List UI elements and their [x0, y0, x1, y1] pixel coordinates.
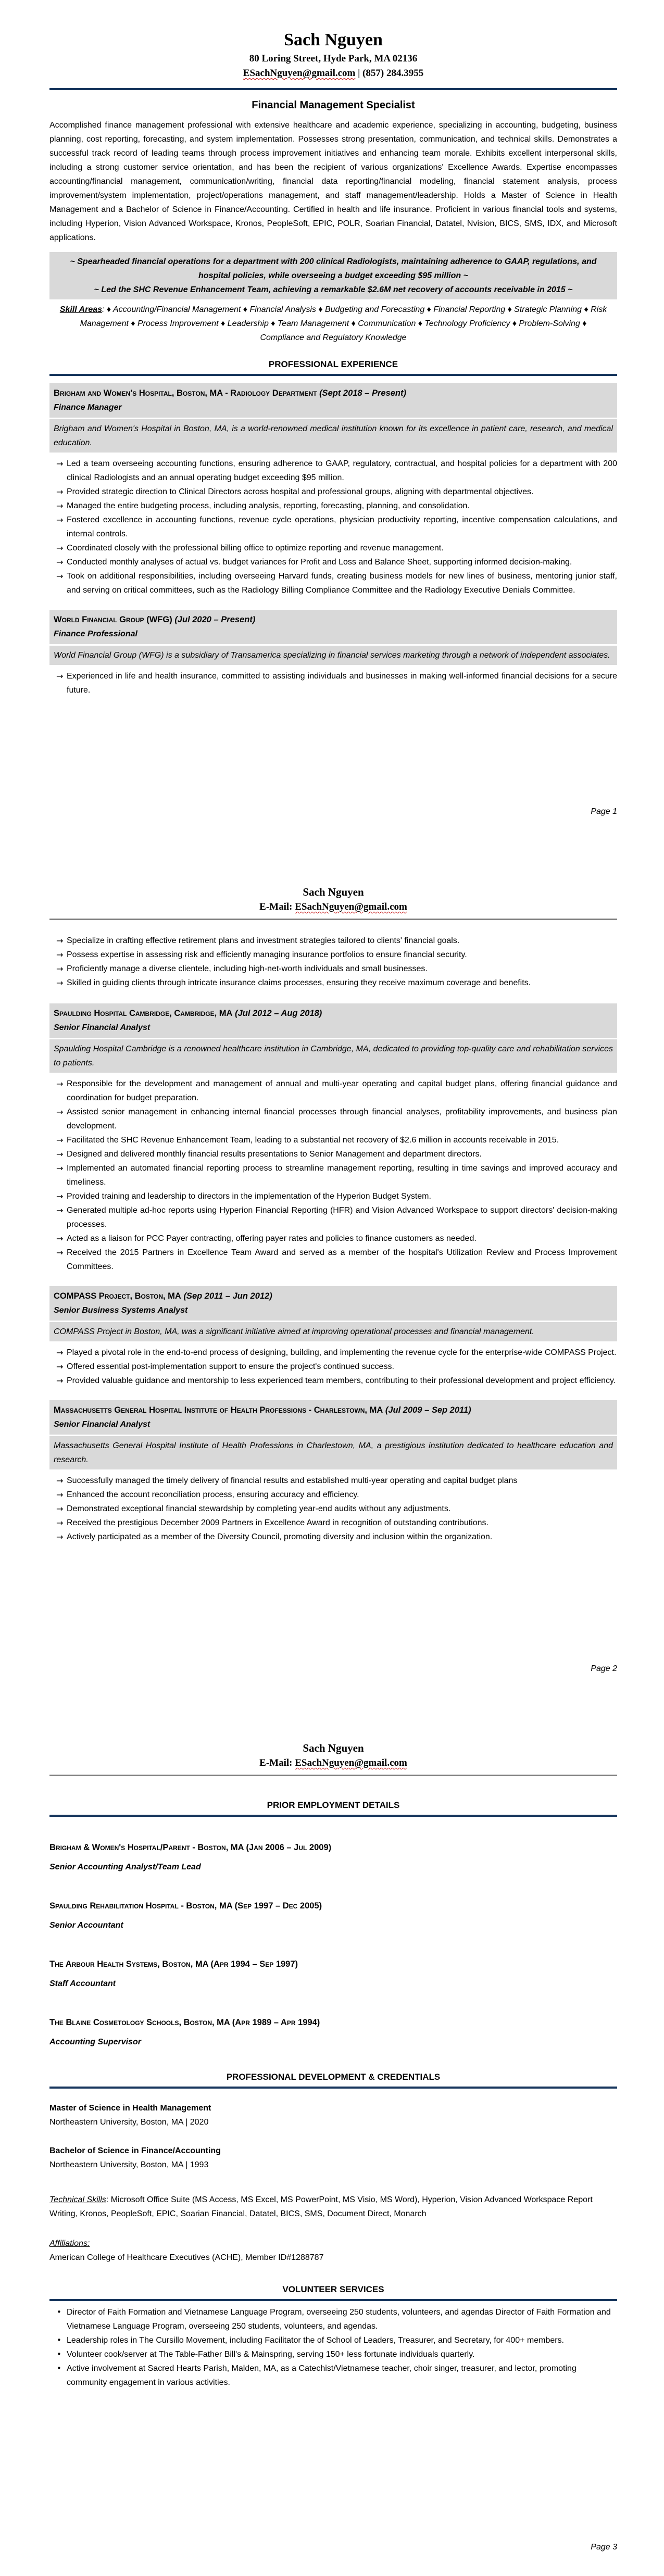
job-header [49, 1400, 617, 1435]
job-bullet-list [49, 1346, 617, 1388]
arrow-bullet-icon: → [56, 964, 64, 974]
job-title: Senior Financial Analyst [54, 1023, 151, 1032]
dot-bullet-icon: • [57, 2307, 61, 2317]
degree-name: Bachelor of Science in Finance/Accounting [49, 2146, 221, 2155]
arrow-bullet-icon: → [56, 543, 64, 553]
arrow-bullet-icon: → [56, 978, 64, 988]
arrow-bullet-icon: → [56, 1149, 64, 1159]
job-description: COMPASS Project in Boston, MA, was a significant initiative aimed at improving operational processes and financial management. [49, 1322, 617, 1341]
arrow-bullet-icon: → [56, 1079, 64, 1089]
bullet-text: Received the 2015 Partners in Excellence Team Award and served as a member of the hospital's Utilization Review and Process Improvement Committees. [67, 1248, 617, 1271]
candidate-email: ESachNguyen@gmail.com [243, 68, 356, 79]
job-bullet-list [49, 1077, 617, 1274]
job-title: Finance Manager [54, 403, 122, 412]
header-divider [49, 88, 617, 90]
page-number: Page 3 [591, 2543, 617, 2552]
job-title: Senior Financial Analyst [54, 1420, 151, 1429]
arrow-bullet-icon: → [56, 1362, 64, 1372]
bullet-item [49, 1360, 617, 1374]
bullet-text: Fostered excellence in accounting functions, revenue cycle operations, physician productivity reporting, incentive compensation calculations, and internal controls. [67, 516, 617, 538]
bullet-item [49, 1105, 617, 1133]
bullet-text: Provided training and leadership to directors in the implementation of the Hyperion Budget System. [67, 1192, 431, 1201]
bullet-text: Actively participated as a member of the Diversity Council, promoting diversity and inclusion within the organization. [67, 1532, 493, 1541]
bullet-text: Demonstrated exceptional financial stewardship by completing year-end audits without any adjustments. [67, 1504, 451, 1513]
job-bullet-list-continued [49, 934, 617, 990]
job-dates: (Jul 2009 – Sep 2011) [385, 1405, 471, 1415]
bullet-item [49, 1516, 617, 1530]
section-heading-development: PROFESSIONAL DEVELOPMENT & CREDENTIALS [226, 2072, 441, 2082]
bullet-item [49, 2361, 617, 2390]
prior-job-company: The Blaine Cosmetology Schools, Boston, MA (Apr 1989 – Apr 1994) [49, 2018, 320, 2027]
bullet-text: Responsible for the development and management of annual and multi-year operating and capital budget plans, offering financial guidance and coordination for budget preparation. [67, 1079, 617, 1102]
bullet-text: Coordinated closely with the professional billing office to optimize reporting and revenue management. [67, 544, 444, 552]
job-dates: (Jul 2012 – Aug 2018) [235, 1009, 322, 1018]
bullet-item [49, 1374, 617, 1388]
bullet-item [49, 555, 617, 569]
prior-job-title: Accounting Supervisor [49, 2038, 142, 2046]
bullet-text: Volunteer cook/server at The Table-Father Bill's & Mainspring, serving 150+ less fortunate individuals quarterly. [67, 2350, 475, 2359]
job-company: Spaulding Hospital Cambridge, Cambridge, MA [54, 1009, 233, 1018]
affiliations-label: Affiliations: [49, 2239, 90, 2248]
bullet-text: Led a team overseeing accounting functions, ensuring adherence to GAAP, regulatory, contractual, and hospital policies for a department with 200 clinical Radiologists and an annual operating budget exceeding $95 million. [67, 459, 617, 482]
arrow-bullet-icon: → [56, 1504, 64, 1514]
arrow-bullet-icon: → [56, 1163, 64, 1173]
job-header [49, 610, 617, 644]
job-company-line [54, 1006, 613, 1021]
bullet-item [49, 1147, 617, 1161]
bullet-item [49, 934, 617, 948]
bullet-item [49, 2333, 617, 2347]
job-dates: (Sept 2018 – Present) [319, 388, 406, 398]
arrow-bullet-icon: → [56, 950, 64, 960]
bullet-text: Active involvement at Sacred Hearts Parish, Malden, MA, as a Catechist/Vietnamese teacher, choir singer, treasurer, and lector, promoting community engagement in various activities. [67, 2364, 577, 2387]
bullet-item [49, 1488, 617, 1502]
bullet-text: Proficiently manage a diverse clientele, including high-net-worth individuals and small businesses. [67, 964, 428, 973]
candidate-address: 80 Loring Street, Hyde Park, MA 02136 [249, 53, 418, 64]
bullet-text: Managed the entire budgeting process, including analysis, reporting, forecasting, planning, and consolidation. [67, 501, 470, 510]
prior-job-company: Brigham & Women's Hospital/Parent - Boston, MA (Jan 2006 – Jul 2009) [49, 1843, 332, 1852]
job-description: Brigham and Women's Hospital in Boston, MA, is a world-renowned medical institution known for its excellence in patient care, research, and medical education. [49, 419, 617, 453]
arrow-bullet-icon: → [56, 487, 64, 497]
job-dates: (Jul 2020 – Present) [174, 615, 256, 624]
header-email: ESachNguyen@gmail.com [295, 901, 407, 912]
bullet-text: Designed and delivered monthly financial results presentations to Senior Management and department directors. [67, 1150, 482, 1159]
professional-summary: Accomplished finance management professional with extensive healthcare and academic experience, specializing in accounting, budgeting, business planning, cost reporting, forecasting, and system implementation. Possesses strong presentation, communication, and technical skills. Demonstrates a successful track record of leading teams through process improvement initiatives and enhancing team morale. Exhibits excellent interpersonal skills, including a strong customer service orientation, and has been the recipient of various organizations' Excellence Awards. Expertise encompasses accounting/financial management, communication/writing, financial data reporting/financial modeling, financial statement analysis, process improvement/system implementation, project/operations management, and staff management/leadership. Holds a Master of Science in Health Management and a Bachelor of Science in Finance/Accounting. Certified in health and life insurance. Proficient in various financial tools and systems, including Hyperion, Vision Advanced Workspace, Kronos, PeopleSoft, EPIC, POLR, Soarian Financial, Datatel, Nvision, BICS, SMS, IDX, and Microsoft applications. [49, 121, 617, 242]
job-bullet-list [49, 1474, 617, 1544]
affiliations [49, 2236, 617, 2265]
job-description: Spaulding Hospital Cambridge is a renowned healthcare institution in Cambridge, MA, dedicated to providing top-quality care and rehabilitation services to patients. [49, 1039, 617, 1073]
job-entry-mgh [49, 1400, 617, 1544]
job-company: Massachusetts General Hospital Institute of Health Professions - Charlestown, MA [54, 1405, 383, 1415]
technical-skills-label: Technical Skills [49, 2195, 106, 2204]
skill-areas-label: Skill Areas [59, 305, 103, 314]
degree-school: Northeastern University, Boston, MA | 2020 [49, 2118, 209, 2127]
bullet-item [49, 499, 617, 513]
bullet-item [49, 1474, 617, 1488]
affiliation-text: American College of Healthcare Executives (ACHE), Member ID#1288787 [49, 2253, 324, 2262]
arrow-bullet-icon: → [56, 1248, 64, 1258]
header-name: Sach Nguyen [303, 886, 364, 898]
dot-bullet-icon: • [57, 2349, 61, 2359]
bullet-text: Offered essential post-implementation support to ensure the project's continued success. [67, 1362, 394, 1371]
job-company: World Financial Group (WFG) [54, 615, 172, 624]
bullet-text: Successfully managed the timely delivery of financial results and established multi-year operating and capital budget plans [67, 1476, 518, 1485]
job-dates: (Sep 2011 – Jun 2012) [183, 1291, 272, 1301]
bullet-item [49, 1203, 617, 1232]
bullet-text: Facilitated the SHC Revenue Enhancement Team, leading to a substantial net recovery of $2.6 million in accounts receivable in 2015. [67, 1136, 559, 1145]
header-email-line [49, 1756, 617, 1770]
job-company-line [54, 612, 613, 627]
arrow-bullet-icon: → [56, 1532, 64, 1542]
bullet-text: Played a pivotal role in the end-to-end process of designing, building, and implementing the revenue cycle for the enterprise-wide COMPASS Project. [67, 1348, 617, 1357]
degree-name: Master of Science in Health Management [49, 2104, 211, 2113]
arrow-bullet-icon: → [56, 557, 64, 567]
arrow-bullet-icon: → [56, 671, 64, 681]
arrow-bullet-icon: → [56, 1234, 64, 1243]
technical-skills [49, 2193, 617, 2221]
prior-job-title: Senior Accounting Analyst/Team Lead [49, 1863, 201, 1871]
bullet-item [49, 1530, 617, 1544]
bullet-text: Director of Faith Formation and Vietnamese Language Program, overseeing 250 students, volunteers, and agendas Director of Faith Formation and Vietnamese Language Program, overseeing 250 students, volunteers, and agendas. [67, 2308, 611, 2331]
job-description: World Financial Group (WFG) is a subsidiary of Transamerica specializing in financial services marketing through a network of independent associates. [49, 646, 617, 665]
bullet-item [49, 457, 617, 485]
section-heading-experience: PROFESSIONAL EXPERIENCE [268, 359, 398, 369]
resume-page-1 [0, 0, 664, 849]
bullet-text: Provided valuable guidance and mentorship to less experienced team members, contributing to their professional development and project efficiency. [67, 1376, 616, 1385]
job-company: COMPASS Project, Boston, MA [54, 1291, 181, 1301]
bullet-item [49, 1077, 617, 1105]
job-entry-compass [49, 1286, 617, 1388]
arrow-bullet-icon: → [56, 1376, 64, 1386]
prior-job-company: The Arbour Health Systems, Boston, MA (Apr 1994 – Sep 1997) [49, 1959, 298, 1969]
page-number: Page 2 [591, 1664, 617, 1673]
job-company-line [54, 1289, 613, 1303]
bullet-item [49, 1246, 617, 1274]
bullet-item [49, 1346, 617, 1360]
bullet-item [49, 569, 617, 597]
job-header [49, 1003, 617, 1038]
degree-entry [49, 2101, 617, 2129]
arrow-bullet-icon: → [56, 1107, 64, 1117]
prior-job-title: Staff Accountant [49, 1979, 116, 1988]
candidate-name: Sach Nguyen [284, 30, 383, 49]
bullet-text: Possess expertise in assessing risk and efficiently managing insurance portfolios to ensure financial security. [67, 950, 467, 959]
arrow-bullet-icon: → [56, 459, 64, 469]
dot-bullet-icon: • [57, 2364, 61, 2373]
bullet-item [49, 2347, 617, 2361]
header-divider [49, 919, 617, 920]
degree-list [49, 2089, 617, 2172]
candidate-phone: | (857) 284.3955 [355, 68, 424, 79]
bullet-text: Conducted monthly analyses of actual vs. budget variances for Profit and Loss and Balance Sheet, supporting informed decision-making. [67, 558, 572, 567]
section-divider [49, 2299, 617, 2301]
bullet-item [49, 485, 617, 499]
job-description: Massachusetts General Hospital Institute of Health Professions in Charlestown, MA, a prestigious institution dedicated to healthcare education and research. [49, 1436, 617, 1469]
bullet-text: Provided strategic direction to Clinical Directors across hospital and professional groups, aligning with departmental objectives. [67, 487, 534, 496]
bullet-text: Implemented an automated financial reporting process to streamline management reporting, resulting in time savings and improved accuracy and timeliness. [67, 1164, 617, 1187]
job-header [49, 383, 617, 418]
header-email-line [49, 900, 617, 914]
job-entry-wfg [49, 610, 617, 697]
arrow-bullet-icon: → [56, 936, 64, 946]
bullet-text: Skilled in guiding clients through intricate insurance claims processes, ensuring they receive maximum coverage and benefits. [67, 978, 531, 987]
degree-school: Northeastern University, Boston, MA | 1993 [49, 2160, 209, 2169]
prior-job-entry [49, 1841, 617, 1874]
degree-entry [49, 2144, 617, 2172]
arrow-bullet-icon: → [56, 1135, 64, 1145]
job-company-line [54, 1403, 613, 1417]
prior-job-company: Spaulding Rehabilitation Hospital - Boston, MA (Sep 1997 – Dec 2005) [49, 1901, 322, 1911]
page-number: Page 1 [591, 807, 617, 816]
bullet-text: Enhanced the account reconciliation process, ensuring accuracy and efficiency. [67, 1490, 359, 1499]
volunteer-bullet-list [49, 2305, 617, 2390]
job-entry-spaulding [49, 1003, 617, 1274]
section-divider [49, 374, 617, 376]
arrow-bullet-icon: → [56, 1476, 64, 1486]
prior-employment-list [49, 1822, 617, 2049]
bullet-item [49, 2305, 617, 2333]
job-company-line [54, 386, 613, 400]
bullet-item [49, 513, 617, 541]
bullet-item [49, 1189, 617, 1203]
section-heading-volunteer: VOLUNTEER SERVICES [282, 2284, 384, 2294]
highlight-line: ~ Led the SHC Revenue Enhancement Team, achieving a remarkable $2.6M net recovery of accounts receivable in 2015 ~ [94, 285, 573, 294]
technical-skills-list: : Microsoft Office Suite (MS Access, MS Excel, MS PowerPoint, MS Visio, MS Word), Hyperion, Vision Advanced Workspace Report Writing, Kronos, PeopleSoft, EPIC, Soarian Financial, Datatel, BICS, SMS, Document Direct, Monarch [49, 2195, 593, 2218]
header-divider [49, 1775, 617, 1776]
skill-areas-list: : ♦ Accounting/Financial Management ♦ Financial Analysis ♦ Budgeting and Forecasting ♦ Financial Reporting ♦ Strategic Planning ♦ Risk Management ♦ Process Improvement ♦ Leadership ♦ Team Management ♦ Communication ♦ Technology Proficiency ♦ Problem-Solving ♦ Compliance and Regulatory Knowledge [80, 305, 607, 342]
bullet-item [49, 948, 617, 962]
dot-bullet-icon: • [57, 2335, 61, 2345]
header-name: Sach Nguyen [303, 1742, 364, 1754]
bullet-text: Specialize in crafting effective retirement plans and investment strategies tailored to clients' financial goals. [67, 936, 460, 945]
job-bullet-list [49, 457, 617, 597]
bullet-item [49, 976, 617, 990]
job-company: Brigham and Women's Hospital, Boston, MA - Radiology Department [54, 388, 317, 398]
email-label: E-Mail: [259, 901, 295, 912]
job-title: Finance Professional [54, 630, 137, 638]
job-header [49, 1286, 617, 1321]
arrow-bullet-icon: → [56, 1348, 64, 1358]
prior-job-title: Senior Accountant [49, 1921, 123, 1930]
bullet-text: Generated multiple ad-hoc reports using Hyperion Financial Reporting (HFR) and Vision Advanced Workspace to support directors' decision-making processes. [67, 1206, 617, 1229]
resume-page-2 [0, 849, 664, 1708]
skill-areas [49, 303, 617, 345]
arrow-bullet-icon: → [56, 1490, 64, 1500]
bullet-text: Acted as a liaison for PCC Payer contracting, offering payer rates and policies to finance customers as needed. [67, 1234, 477, 1243]
bullet-text: Assisted senior management in enhancing internal financial processes through financial analyses, profitability improvements, and business plan development. [67, 1108, 617, 1130]
bullet-item [49, 1232, 617, 1246]
arrow-bullet-icon: → [56, 571, 64, 581]
bullet-item [49, 1161, 617, 1189]
prior-job-entry [49, 1899, 617, 1932]
bullet-text: Received the prestigious December 2009 Partners in Excellence Award in recognition of outstanding contributions. [67, 1518, 488, 1527]
arrow-bullet-icon: → [56, 1518, 64, 1528]
bullet-item [49, 1502, 617, 1516]
role-title: Financial Management Specialist [252, 99, 415, 111]
email-label: E-Mail: [259, 1757, 295, 1768]
prior-job-entry [49, 1957, 617, 1991]
prior-job-entry [49, 2016, 617, 2049]
job-entry-bwh [49, 383, 617, 597]
bullet-item [49, 1133, 617, 1147]
section-heading-prior-employment: PRIOR EMPLOYMENT DETAILS [267, 1800, 400, 1810]
bullet-item [49, 962, 617, 976]
highlights-box [49, 252, 617, 299]
resume-page-3 [0, 1708, 664, 2576]
candidate-contact [49, 66, 617, 81]
bullet-text: Experienced in life and health insurance, committed to assisting individuals and businesses in making well-informed financial decisions for a secure future. [67, 672, 617, 695]
arrow-bullet-icon: → [56, 515, 64, 525]
job-bullet-list [49, 669, 617, 697]
header-email: ESachNguyen@gmail.com [295, 1757, 407, 1768]
job-title: Senior Business Systems Analyst [54, 1306, 188, 1315]
bullet-item [49, 669, 617, 697]
highlight-line: ~ Spearheaded financial operations for a department with 200 clinical Radiologists, maintaining adherence to GAAP, regulations, and hospital policies, while overseeing a budget exceeding $95 million ~ [70, 257, 597, 280]
bullet-text: Leadership roles in The Cursillo Movement, including Facilitator the of School of Leaders, Treasurer, and Secretary, for 400+ members. [67, 2336, 564, 2345]
arrow-bullet-icon: → [56, 1205, 64, 1215]
arrow-bullet-icon: → [56, 1191, 64, 1201]
bullet-text: Took on additional responsibilities, including overseeing Harvard funds, creating business models for new lines of business, mentoring junior staff, and serving on critical committees, such as the Radiology Billing Compliance Committee and the Radiology Executive Denials Committee. [67, 572, 617, 595]
section-divider [49, 1815, 617, 1817]
arrow-bullet-icon: → [56, 501, 64, 511]
bullet-item [49, 541, 617, 555]
